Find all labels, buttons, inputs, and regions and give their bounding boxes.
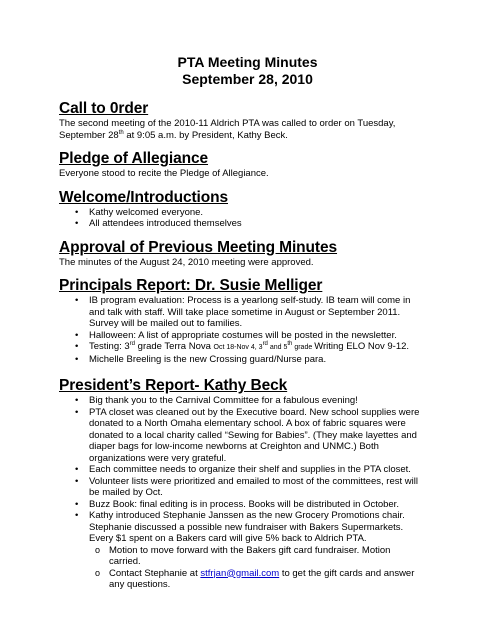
section-principal-report <box>59 277 449 365</box>
list-item: • All attendees introduced themselves <box>89 218 449 230</box>
paragraph <box>59 118 449 141</box>
list-item <box>89 295 449 330</box>
section-heading: President’s Report- Kathy Beck <box>59 377 288 394</box>
section-heading: Call to 0rder <box>59 100 149 117</box>
text-line: Kathy introduced Stephanie Janssen as the new Grocery Promotions chair. <box>89 510 405 521</box>
text-run: Writing ELO Nov 9-12. <box>314 341 410 352</box>
superscript: th <box>118 129 124 136</box>
text-run: grade <box>292 344 315 351</box>
sub-list-item <box>109 545 449 568</box>
text-line: Motion to move forward with the Bakers gift card fundraiser. Motion <box>109 544 391 556</box>
text-line: PTA closet was cleaned out by the Executive board. New school supplies were <box>89 406 420 418</box>
text-line: Survey will be mailed out to families. <box>89 318 243 329</box>
text-run: Contact Stephanie at <box>109 567 201 579</box>
list-item: • Kathy welcomed everyone. <box>89 207 449 219</box>
document-date: September 28, 2010 <box>182 71 313 87</box>
superscript: th <box>287 341 293 347</box>
list-item: • Michelle Breeling is the new Crossing guard/Nurse para. <box>89 354 449 366</box>
text-line: Volunteer lists were prioritized and emailed to most of the committees, rest will <box>89 475 418 487</box>
section-welcome <box>59 189 449 230</box>
paragraph: The minutes of the August 24, 2010 meeting were approved. <box>59 256 314 268</box>
text-line: donated to a local charity called “Sewing for Babies”. (They make layettes and <box>89 429 417 441</box>
text-line: carried. <box>109 556 141 567</box>
section-approval <box>59 239 449 269</box>
text-run: September 28 <box>59 129 119 141</box>
paragraph: Everyone stood to recite the Pledge of Allegiance. <box>59 168 269 179</box>
text-run: Oct 18-Nov 4, 3 <box>213 344 263 351</box>
text-run: grade Terra Nova <box>135 341 214 352</box>
list-item: • Each committee needs to organize their shelf and supplies in the PTA closet. <box>89 464 449 476</box>
section-pledge <box>59 150 449 180</box>
document-title: PTA Meeting Minutes <box>177 54 318 70</box>
sub-list <box>89 545 449 591</box>
text-run: and 5 <box>267 344 288 351</box>
text-line: Every $1 spent on a Bakers card will give 5% back to Aldrich PTA. <box>89 533 367 544</box>
text-line: donated to a North Omaha elementary school. A box of fabric squares were <box>89 418 406 429</box>
bullet-list <box>59 295 449 365</box>
section-heading: Welcome/Introductions <box>59 188 228 206</box>
text-line: diaper bags for low-income newborns at Creighton and UNMC.) Both <box>89 441 379 452</box>
list-item <box>89 510 449 591</box>
text-run: at 9:05 a.m. by President, Kathy Beck. <box>123 129 288 141</box>
bullet-list <box>59 395 449 591</box>
text-line: organizations were very grateful. <box>89 452 227 464</box>
section-call-to-order <box>59 100 449 141</box>
email-link[interactable]: stfrjan@gmail.com <box>200 567 280 579</box>
section-heading: Principals Report: Dr. Susie Melliger <box>59 277 323 294</box>
text-run: to get the gift cards and answer <box>279 567 415 579</box>
superscript: rd <box>262 341 268 347</box>
document-body <box>59 100 449 591</box>
text-line: and talk with staff. Will take place sometime in August or September 2011. <box>89 306 401 318</box>
text-run: Testing: 3 <box>89 341 130 352</box>
section-heading: Pledge of Allegiance <box>59 150 209 167</box>
list-item <box>89 407 449 465</box>
text-line: The second meeting of the 2010-11 Aldrich PTA was called to order on Tuesday, <box>59 118 396 129</box>
list-item: • Halloween: A list of appropriate costumes will be posted in the newsletter. <box>89 330 449 342</box>
text-line: Stephanie discussed a possible new fundraiser with Bakers Supermarkets. <box>89 521 404 533</box>
section-heading: Approval of Previous Meeting Minutes <box>59 238 338 256</box>
bullet-list <box>59 207 449 230</box>
list-item: • Big thank you to the Carnival Committee for a fabulous evening! <box>89 395 449 407</box>
list-item <box>89 341 449 354</box>
sub-list-item <box>109 568 449 591</box>
superscript: rd <box>129 341 136 347</box>
text-line: be mailed by Oct. <box>89 487 163 498</box>
list-item: • Buzz Book: final editing is in process. Books will be distributed in October. <box>89 499 449 511</box>
text-line: IB program evaluation: Process is a yearlong self-study. IB team will come in <box>89 295 411 306</box>
text-line: any questions. <box>109 579 171 590</box>
list-item <box>89 476 449 499</box>
title-block <box>0 54 495 88</box>
section-president-report <box>59 377 449 591</box>
